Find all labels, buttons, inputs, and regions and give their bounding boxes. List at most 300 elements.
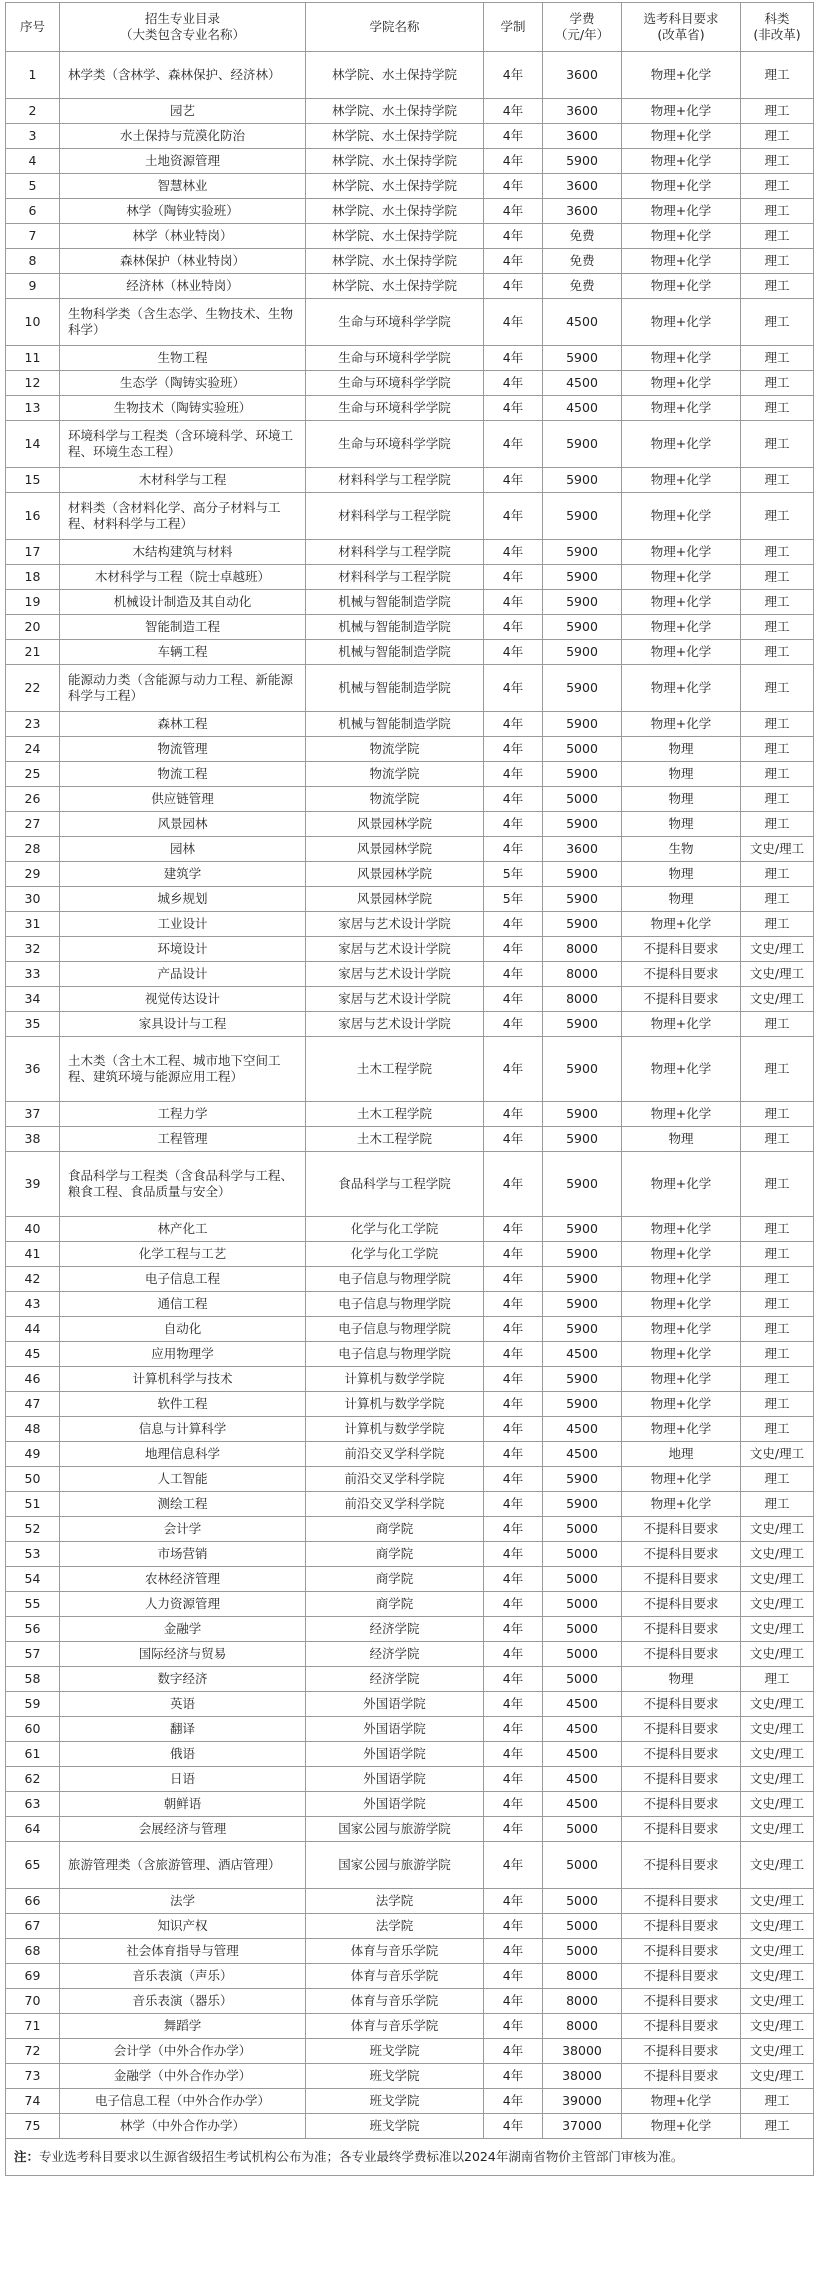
cell-subject-requirement: 地理: [622, 1442, 741, 1467]
cell-serial: 27: [6, 812, 60, 837]
cell-subject-requirement: 物理+化学: [622, 1267, 741, 1292]
cell-serial: 63: [6, 1792, 60, 1817]
cell-duration: 4年: [484, 565, 543, 590]
cell-subject-requirement: 物理: [622, 737, 741, 762]
cell-subject-requirement: 不提科目要求: [622, 1989, 741, 2014]
cell-tuition: 5900: [543, 1367, 622, 1392]
cell-major: 生物技术（陶铸实验班）: [60, 396, 306, 421]
cell-subject-requirement: 物理+化学: [622, 712, 741, 737]
cell-serial: 65: [6, 1842, 60, 1889]
cell-major: 通信工程: [60, 1292, 306, 1317]
cell-subject-requirement: 生物: [622, 837, 741, 862]
cell-category: 文史/理工: [741, 1914, 814, 1939]
cell-major: 社会体育指导与管理: [60, 1939, 306, 1964]
table-row: [6, 565, 814, 590]
cell-duration: 4年: [484, 1817, 543, 1842]
cell-category: 理工: [741, 1317, 814, 1342]
cell-tuition: 5900: [543, 762, 622, 787]
cell-subject-requirement: 不提科目要求: [622, 1964, 741, 1989]
table-row: [6, 1717, 814, 1742]
cell-duration: 4年: [484, 1342, 543, 1367]
cell-duration: 4年: [484, 1617, 543, 1642]
cell-college: 计算机与数学学院: [306, 1392, 484, 1417]
cell-category: 文史/理工: [741, 1767, 814, 1792]
table-row: [6, 1267, 814, 1292]
cell-category: 理工: [741, 615, 814, 640]
cell-college: 国家公园与旅游学院: [306, 1842, 484, 1889]
cell-serial: 18: [6, 565, 60, 590]
cell-category: 理工: [741, 1037, 814, 1102]
cell-duration: 4年: [484, 712, 543, 737]
cell-serial: 5: [6, 174, 60, 199]
cell-tuition: 4500: [543, 1792, 622, 1817]
cell-college: 计算机与数学学院: [306, 1417, 484, 1442]
cell-college: 化学与化工学院: [306, 1217, 484, 1242]
cell-subject-requirement: 不提科目要求: [622, 2064, 741, 2089]
cell-major: 园艺: [60, 99, 306, 124]
cell-subject-requirement: 物理: [622, 812, 741, 837]
table-row: [6, 1939, 814, 1964]
cell-duration: 4年: [484, 274, 543, 299]
cell-duration: 4年: [484, 962, 543, 987]
cell-tuition: 3600: [543, 99, 622, 124]
table-row: [6, 1517, 814, 1542]
cell-major: 电子信息工程: [60, 1267, 306, 1292]
cell-subject-requirement: 不提科目要求: [622, 1842, 741, 1889]
cell-category: 文史/理工: [741, 837, 814, 862]
table-row: [6, 640, 814, 665]
cell-tuition: 5900: [543, 640, 622, 665]
cell-serial: 42: [6, 1267, 60, 1292]
cell-duration: 4年: [484, 1317, 543, 1342]
cell-serial: 46: [6, 1367, 60, 1392]
cell-subject-requirement: 物理+化学: [622, 565, 741, 590]
cell-category: 理工: [741, 493, 814, 540]
cell-college: 林学院、水土保持学院: [306, 224, 484, 249]
cell-duration: 4年: [484, 396, 543, 421]
cell-serial: 9: [6, 274, 60, 299]
cell-category: 理工: [741, 396, 814, 421]
cell-major: 金融学（中外合作办学）: [60, 2064, 306, 2089]
cell-duration: 4年: [484, 124, 543, 149]
cell-category: 理工: [741, 787, 814, 812]
cell-subject-requirement: 物理+化学: [622, 665, 741, 712]
table-row: [6, 1417, 814, 1442]
cell-college: 体育与音乐学院: [306, 2014, 484, 2039]
cell-tuition: 3600: [543, 199, 622, 224]
table-row: [6, 1914, 814, 1939]
cell-tuition: 5900: [543, 149, 622, 174]
cell-college: 机械与智能制造学院: [306, 712, 484, 737]
cell-tuition: 5000: [543, 1914, 622, 1939]
cell-subject-requirement: 物理+化学: [622, 1492, 741, 1517]
cell-major: 信息与计算科学: [60, 1417, 306, 1442]
cell-subject-requirement: 不提科目要求: [622, 1592, 741, 1617]
cell-college: 班戈学院: [306, 2039, 484, 2064]
cell-major: 经济林（林业特岗）: [60, 274, 306, 299]
cell-subject-requirement: 物理+化学: [622, 1152, 741, 1217]
table-row: [6, 1889, 814, 1914]
cell-category: 文史/理工: [741, 1717, 814, 1742]
table-row: [6, 665, 814, 712]
cell-category: 理工: [741, 274, 814, 299]
cell-duration: 4年: [484, 493, 543, 540]
cell-duration: 4年: [484, 346, 543, 371]
cell-subject-requirement: 物理+化学: [622, 1342, 741, 1367]
cell-major: 英语: [60, 1692, 306, 1717]
cell-tuition: 4500: [543, 1717, 622, 1742]
cell-subject-requirement: 不提科目要求: [622, 1517, 741, 1542]
cell-serial: 11: [6, 346, 60, 371]
cell-major: 森林保护（林业特岗）: [60, 249, 306, 274]
cell-serial: 44: [6, 1317, 60, 1342]
cell-college: 林学院、水土保持学院: [306, 199, 484, 224]
cell-subject-requirement: 物理+化学: [622, 52, 741, 99]
cell-category: 文史/理工: [741, 2064, 814, 2089]
cell-serial: 29: [6, 862, 60, 887]
cell-category: 理工: [741, 2089, 814, 2114]
cell-serial: 45: [6, 1342, 60, 1367]
cell-tuition: 5000: [543, 1889, 622, 1914]
cell-tuition: 5000: [543, 1542, 622, 1567]
cell-subject-requirement: 不提科目要求: [622, 1889, 741, 1914]
cell-serial: 19: [6, 590, 60, 615]
cell-major: 人力资源管理: [60, 1592, 306, 1617]
cell-subject-requirement: 物理+化学: [622, 1392, 741, 1417]
cell-category: 理工: [741, 99, 814, 124]
table-row: [6, 2039, 814, 2064]
cell-tuition: 免费: [543, 274, 622, 299]
cell-duration: 4年: [484, 912, 543, 937]
cell-major: 森林工程: [60, 712, 306, 737]
cell-serial: 57: [6, 1642, 60, 1667]
table-row: [6, 1842, 814, 1889]
cell-subject-requirement: 物理: [622, 1667, 741, 1692]
table-row: [6, 1989, 814, 2014]
cell-serial: 61: [6, 1742, 60, 1767]
table-row: [6, 274, 814, 299]
cell-college: 生命与环境科学学院: [306, 299, 484, 346]
cell-duration: 4年: [484, 1442, 543, 1467]
table-row: [6, 1012, 814, 1037]
cell-subject-requirement: 物理+化学: [622, 468, 741, 493]
cell-subject-requirement: 物理+化学: [622, 590, 741, 615]
header-college: 学院名称: [306, 3, 484, 52]
cell-college: 化学与化工学院: [306, 1242, 484, 1267]
table-row: [6, 962, 814, 987]
cell-college: 林学院、水土保持学院: [306, 124, 484, 149]
cell-category: 文史/理工: [741, 1542, 814, 1567]
cell-subject-requirement: 物理+化学: [622, 2089, 741, 2114]
table-row: [6, 99, 814, 124]
cell-category: 文史/理工: [741, 1442, 814, 1467]
cell-duration: 4年: [484, 1292, 543, 1317]
cell-college: 机械与智能制造学院: [306, 615, 484, 640]
cell-duration: 4年: [484, 52, 543, 99]
cell-category: 理工: [741, 421, 814, 468]
cell-college: 经济学院: [306, 1617, 484, 1642]
cell-serial: 41: [6, 1242, 60, 1267]
table-row: [6, 712, 814, 737]
cell-subject-requirement: 物理+化学: [622, 174, 741, 199]
cell-category: 文史/理工: [741, 1517, 814, 1542]
cell-serial: 74: [6, 2089, 60, 2114]
cell-subject-requirement: 不提科目要求: [622, 1767, 741, 1792]
cell-college: 班戈学院: [306, 2089, 484, 2114]
cell-duration: 4年: [484, 1102, 543, 1127]
cell-subject-requirement: 不提科目要求: [622, 962, 741, 987]
cell-duration: 4年: [484, 2089, 543, 2114]
cell-duration: 4年: [484, 937, 543, 962]
cell-tuition: 4500: [543, 1767, 622, 1792]
header-subject-requirement: 选考科目要求 (改革省): [622, 3, 741, 52]
table-row: [6, 1742, 814, 1767]
cell-tuition: 5900: [543, 421, 622, 468]
cell-tuition: 4500: [543, 1342, 622, 1367]
header-tuition: 学费 （元/年）: [543, 3, 622, 52]
cell-major: 日语: [60, 1767, 306, 1792]
cell-major: 车辆工程: [60, 640, 306, 665]
table-row: [6, 1292, 814, 1317]
cell-college: 商学院: [306, 1517, 484, 1542]
cell-duration: 4年: [484, 1667, 543, 1692]
cell-serial: 58: [6, 1667, 60, 1692]
cell-college: 电子信息与物理学院: [306, 1317, 484, 1342]
cell-serial: 20: [6, 615, 60, 640]
cell-serial: 39: [6, 1152, 60, 1217]
cell-duration: 4年: [484, 1417, 543, 1442]
admissions-catalog: [5, 2, 813, 2176]
cell-serial: 54: [6, 1567, 60, 1592]
table-row: [6, 1127, 814, 1152]
cell-subject-requirement: 物理+化学: [622, 912, 741, 937]
cell-major: 视觉传达设计: [60, 987, 306, 1012]
cell-tuition: 8000: [543, 987, 622, 1012]
cell-college: 家居与艺术设计学院: [306, 912, 484, 937]
cell-tuition: 8000: [543, 2014, 622, 2039]
table-row: [6, 468, 814, 493]
cell-serial: 13: [6, 396, 60, 421]
cell-subject-requirement: 物理+化学: [622, 640, 741, 665]
cell-college: 林学院、水土保持学院: [306, 52, 484, 99]
table-row: [6, 1217, 814, 1242]
cell-college: 食品科学与工程学院: [306, 1152, 484, 1217]
header-serial: 序号: [6, 3, 60, 52]
cell-duration: 4年: [484, 421, 543, 468]
cell-serial: 66: [6, 1889, 60, 1914]
cell-serial: 67: [6, 1914, 60, 1939]
cell-tuition: 4500: [543, 1442, 622, 1467]
table-row: [6, 737, 814, 762]
cell-duration: 4年: [484, 2039, 543, 2064]
cell-category: 理工: [741, 640, 814, 665]
cell-serial: 56: [6, 1617, 60, 1642]
cell-duration: 4年: [484, 615, 543, 640]
cell-category: 文史/理工: [741, 1742, 814, 1767]
cell-serial: 1: [6, 52, 60, 99]
cell-category: 理工: [741, 124, 814, 149]
cell-college: 经济学院: [306, 1667, 484, 1692]
cell-category: 理工: [741, 174, 814, 199]
cell-duration: 4年: [484, 1767, 543, 1792]
cell-subject-requirement: 物理+化学: [622, 540, 741, 565]
cell-serial: 60: [6, 1717, 60, 1742]
cell-serial: 2: [6, 99, 60, 124]
cell-category: 理工: [741, 149, 814, 174]
cell-duration: 4年: [484, 99, 543, 124]
cell-serial: 31: [6, 912, 60, 937]
cell-category: 理工: [741, 590, 814, 615]
table-row: [6, 1792, 814, 1817]
cell-tuition: 4500: [543, 1742, 622, 1767]
table-row: [6, 812, 814, 837]
cell-college: 外国语学院: [306, 1767, 484, 1792]
cell-major: 国际经济与贸易: [60, 1642, 306, 1667]
cell-serial: 16: [6, 493, 60, 540]
table-row: [6, 887, 814, 912]
cell-tuition: 5900: [543, 665, 622, 712]
table-row: [6, 224, 814, 249]
cell-major: 法学: [60, 1889, 306, 1914]
cell-duration: 4年: [484, 1492, 543, 1517]
cell-college: 经济学院: [306, 1642, 484, 1667]
cell-subject-requirement: 不提科目要求: [622, 1542, 741, 1567]
cell-tuition: 5900: [543, 887, 622, 912]
table-row: [6, 1102, 814, 1127]
cell-serial: 43: [6, 1292, 60, 1317]
table-row: [6, 299, 814, 346]
cell-serial: 75: [6, 2114, 60, 2139]
cell-college: 家居与艺术设计学院: [306, 1012, 484, 1037]
cell-college: 生命与环境科学学院: [306, 396, 484, 421]
header-major: 招生专业目录 （大类包含专业名称）: [60, 3, 306, 52]
cell-serial: 3: [6, 124, 60, 149]
cell-major: 木材科学与工程: [60, 468, 306, 493]
table-row: [6, 1567, 814, 1592]
cell-subject-requirement: 不提科目要求: [622, 1939, 741, 1964]
cell-major: 计算机科学与技术: [60, 1367, 306, 1392]
cell-college: 林学院、水土保持学院: [306, 174, 484, 199]
table-row: [6, 396, 814, 421]
cell-subject-requirement: 物理+化学: [622, 1242, 741, 1267]
cell-major: 生物工程: [60, 346, 306, 371]
cell-serial: 6: [6, 199, 60, 224]
cell-tuition: 5900: [543, 1317, 622, 1342]
cell-serial: 47: [6, 1392, 60, 1417]
cell-serial: 26: [6, 787, 60, 812]
cell-college: 林学院、水土保持学院: [306, 274, 484, 299]
cell-duration: 4年: [484, 1517, 543, 1542]
cell-duration: 4年: [484, 1012, 543, 1037]
cell-subject-requirement: 物理+化学: [622, 493, 741, 540]
table-header-row: [6, 3, 814, 52]
cell-major: 旅游管理类（含旅游管理、酒店管理）: [60, 1842, 306, 1889]
cell-subject-requirement: 物理+化学: [622, 421, 741, 468]
cell-duration: 4年: [484, 299, 543, 346]
cell-duration: 4年: [484, 1567, 543, 1592]
cell-category: 理工: [741, 1102, 814, 1127]
table-row: [6, 1767, 814, 1792]
cell-subject-requirement: 物理+化学: [622, 249, 741, 274]
cell-tuition: 5000: [543, 787, 622, 812]
table-row: [6, 1342, 814, 1367]
cell-subject-requirement: 不提科目要求: [622, 1792, 741, 1817]
cell-subject-requirement: 不提科目要求: [622, 2039, 741, 2064]
cell-subject-requirement: 物理: [622, 1127, 741, 1152]
cell-college: 风景园林学院: [306, 837, 484, 862]
cell-college: 机械与智能制造学院: [306, 640, 484, 665]
cell-major: 自动化: [60, 1317, 306, 1342]
cell-subject-requirement: 物理+化学: [622, 149, 741, 174]
cell-serial: 15: [6, 468, 60, 493]
table-row: [6, 987, 814, 1012]
cell-category: 文史/理工: [741, 1642, 814, 1667]
table-row: [6, 124, 814, 149]
cell-category: 文史/理工: [741, 2014, 814, 2039]
cell-duration: 4年: [484, 812, 543, 837]
table-row: [6, 1964, 814, 1989]
cell-serial: 55: [6, 1592, 60, 1617]
cell-major: 金融学: [60, 1617, 306, 1642]
cell-college: 物流学院: [306, 787, 484, 812]
note-label: 注：: [14, 2149, 40, 2164]
table-row: [6, 2014, 814, 2039]
cell-college: 班戈学院: [306, 2064, 484, 2089]
cell-category: 理工: [741, 665, 814, 712]
cell-category: 理工: [741, 1217, 814, 1242]
cell-major: 材料类（含材料化学、高分子材料与工程、材料科学与工程）: [60, 493, 306, 540]
cell-major: 能源动力类（含能源与动力工程、新能源科学与工程）: [60, 665, 306, 712]
cell-tuition: 5900: [543, 1012, 622, 1037]
cell-duration: 4年: [484, 2014, 543, 2039]
cell-major: 农林经济管理: [60, 1567, 306, 1592]
cell-subject-requirement: 物理+化学: [622, 299, 741, 346]
cell-category: 理工: [741, 862, 814, 887]
cell-category: 文史/理工: [741, 987, 814, 1012]
cell-major: 电子信息工程（中外合作办学）: [60, 2089, 306, 2114]
cell-serial: 25: [6, 762, 60, 787]
cell-tuition: 5900: [543, 862, 622, 887]
cell-serial: 28: [6, 837, 60, 862]
cell-subject-requirement: 不提科目要求: [622, 1567, 741, 1592]
cell-major: 工程管理: [60, 1127, 306, 1152]
cell-serial: 37: [6, 1102, 60, 1127]
cell-category: 理工: [741, 468, 814, 493]
cell-serial: 73: [6, 2064, 60, 2089]
cell-tuition: 免费: [543, 249, 622, 274]
cell-college: 机械与智能制造学院: [306, 590, 484, 615]
cell-category: 理工: [741, 912, 814, 937]
cell-serial: 51: [6, 1492, 60, 1517]
cell-major: 音乐表演（器乐）: [60, 1989, 306, 2014]
table-row: [6, 421, 814, 468]
table-row: [6, 912, 814, 937]
cell-college: 生命与环境科学学院: [306, 371, 484, 396]
cell-college: 计算机与数学学院: [306, 1367, 484, 1392]
cell-tuition: 5000: [543, 737, 622, 762]
table-row: [6, 590, 814, 615]
cell-tuition: 4500: [543, 1692, 622, 1717]
cell-duration: 4年: [484, 1692, 543, 1717]
cell-major: 市场营销: [60, 1542, 306, 1567]
cell-tuition: 5000: [543, 1667, 622, 1692]
cell-major: 会计学（中外合作办学）: [60, 2039, 306, 2064]
cell-major: 林学类（含林学、森林保护、经济林）: [60, 52, 306, 99]
cell-category: 理工: [741, 1127, 814, 1152]
cell-duration: 4年: [484, 149, 543, 174]
table-row: [6, 2114, 814, 2139]
cell-college: 家居与艺术设计学院: [306, 987, 484, 1012]
